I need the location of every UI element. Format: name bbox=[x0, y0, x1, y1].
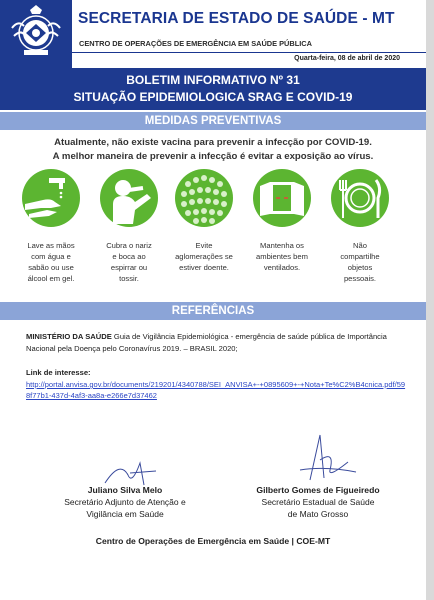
label-line: Lave as mãos bbox=[27, 241, 75, 250]
page-edge-strip bbox=[426, 0, 434, 600]
no-sharing-utensils-icon bbox=[330, 168, 390, 228]
label-line: álcool em gel. bbox=[27, 274, 75, 283]
signature-block-1 bbox=[40, 484, 210, 520]
label-line: pessoais. bbox=[343, 274, 377, 283]
label-line: Não bbox=[353, 241, 367, 250]
references-heading: REFERÊNCIAS bbox=[0, 302, 426, 320]
link-label: Link de interesse: bbox=[26, 368, 91, 377]
cover-nose-icon bbox=[99, 168, 159, 228]
signer-1-name: Juliano Silva Melo bbox=[87, 485, 163, 495]
signer-1-role-2: Vigilância em Saúde bbox=[86, 509, 164, 519]
anvisa-link[interactable]: http://portal.anvisa.gov.br/documents/219201/4340788/SEI_ANVISA+-+0895609+-+Nota+Te%C2%B4cnica.pdf/598f77b1-437d-4af3-aa8a-e266e7d37462 bbox=[26, 380, 406, 400]
header bbox=[0, 0, 426, 68]
label-line: compartilhe bbox=[340, 252, 380, 261]
page-title: SECRETARIA DE ESTADO DE SAÚDE - MT bbox=[78, 10, 395, 27]
reference-citation bbox=[26, 331, 400, 354]
crowd-icon bbox=[174, 168, 234, 228]
signature-2-scribble bbox=[290, 430, 360, 490]
label-line: sabão ou use bbox=[28, 263, 74, 272]
bulletin-banner bbox=[0, 68, 426, 110]
label-line: estiver doente. bbox=[179, 263, 229, 272]
label-line: Cubra o nariz bbox=[106, 241, 152, 250]
label-line: ambientes bem bbox=[256, 252, 308, 261]
hand-washing-label bbox=[11, 240, 91, 284]
reference-source: MINISTÉRIO DA SAÚDE bbox=[26, 332, 112, 341]
label-line: tossir. bbox=[119, 274, 139, 283]
label-line: ventilados. bbox=[263, 263, 301, 272]
preventive-heading: MEDIDAS PREVENTIVAS bbox=[0, 112, 426, 130]
signer-2-role-2: de Mato Grosso bbox=[287, 509, 349, 519]
hand-washing-icon bbox=[21, 168, 81, 228]
label-line: aglomerações se bbox=[175, 252, 233, 261]
label-line: com água e bbox=[31, 252, 71, 261]
bulletin-number: BOLETIM INFORMATIVO Nº 31 bbox=[126, 73, 300, 87]
signature-block-2 bbox=[228, 484, 408, 520]
state-coat-of-arms-logo bbox=[0, 0, 72, 68]
signer-2-name: Gilberto Gomes de Figueiredo bbox=[256, 485, 380, 495]
label-line: espirrar ou bbox=[110, 263, 148, 272]
crowd-label bbox=[164, 240, 244, 273]
intro-line-1: Atualmente, não existe vacina para prevenir a infecção por COVID-19. bbox=[54, 137, 372, 148]
footer-organization: Centro de Operações de Emergência em Saúde | COE-MT bbox=[95, 536, 331, 546]
header-divider bbox=[72, 52, 426, 53]
preventive-intro bbox=[0, 136, 426, 164]
reference-description: Guia de Vigilância Epidemiológica - emergência de saúde pública de Importância Nacional pela Doença pelo Coronavírus 2019. – BRASIL 2020; bbox=[26, 332, 387, 353]
cover-nose-label bbox=[89, 240, 169, 284]
signer-1-role: Secretário Adjunto de Atenção e bbox=[64, 497, 186, 507]
label-line: e boca ao bbox=[112, 252, 146, 261]
label-line: Evite bbox=[195, 241, 213, 250]
intro-line-2: A melhor maneira de prevenir a infecção é evitar a exposição ao vírus. bbox=[52, 151, 374, 162]
label-line: Mantenha os bbox=[260, 241, 304, 250]
ventilated-window-label bbox=[242, 240, 322, 273]
bulletin-topic: SITUAÇÃO EPIDEMIOLOGICA SRAG E COVID-19 bbox=[73, 90, 353, 104]
ventilated-window-icon bbox=[252, 168, 312, 228]
label-line: objetos bbox=[347, 263, 373, 272]
no-sharing-label bbox=[320, 240, 400, 284]
bulletin-date: Quarta-feira, 08 de abril de 2020 bbox=[294, 55, 400, 62]
page-subtitle: CENTRO DE OPERAÇÕES DE EMERGÊNCIA EM SAÚDE PÚBLICA bbox=[79, 39, 312, 48]
signer-2-role: Secretário Estadual de Saúde bbox=[261, 497, 375, 507]
preventive-icons-row bbox=[0, 168, 426, 238]
